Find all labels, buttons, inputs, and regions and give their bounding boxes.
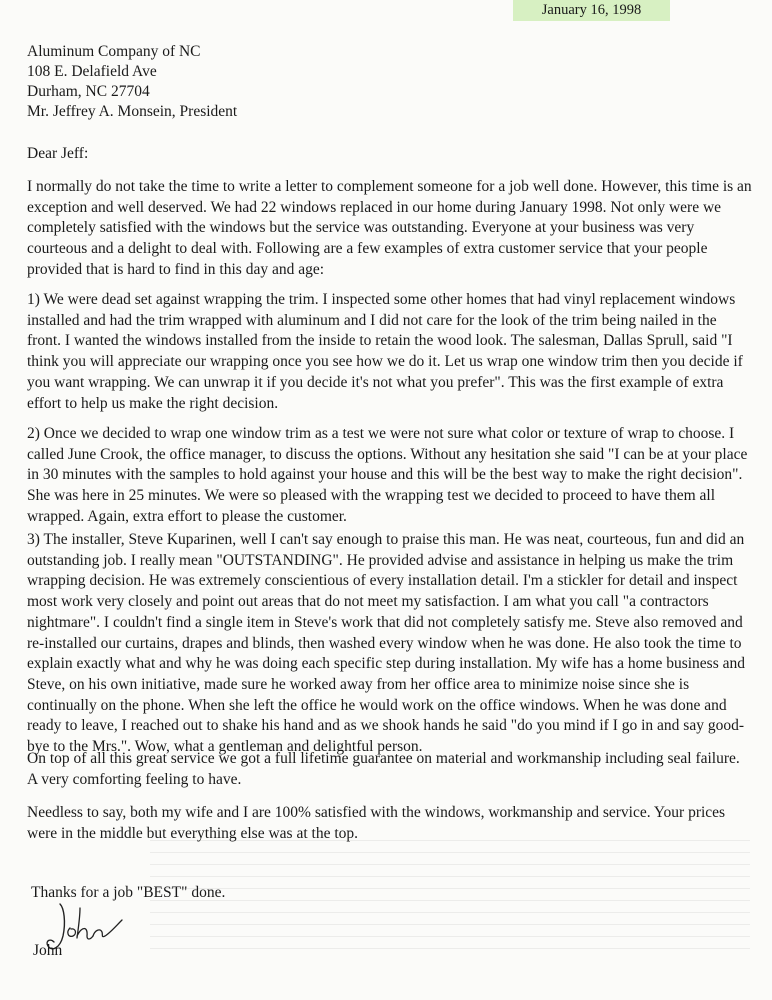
address-line-city: Durham, NC 27704 [27,83,150,100]
body-paragraph-example-2: 2) Once we decided to wrap one window trim as a test we were not sure what color or texture of wrap to choose. I called June Crook, the office manager, to discuss the options. Without any hesitation she said "I can be at your place in 30 minutes with the samples to hold against your house and this will be the best way to make the right decision". She was here in 25 minutes. We were so pleased with the wrapping test we decided to proceed to have them all wrapped. Again, extra effort to please the customer. [27,425,748,525]
address-line-street: 108 E. Delafield Ave [27,63,157,80]
recipient-address [27,42,237,122]
body-paragraph-example-3: 3) The installer, Steve Kuparinen, well I can't say enough to praise this man. He was neat, courteous, fun and did an outstanding job. I really mean "OUTSTANDING". He provided advise and assistance in helping us make the trim wrapping decision. He was extremely conscientious of every installation detail. I'm a stickler for detail and inspect most work very closely and point out areas that do not meet my satisfaction. I am what you call "a contractors nightmare". I couldn't find a single item in Steve's work that did not completely satisfy me. Steve also removed and re-installed our curtains, drapes and blinds, then washed every window when he was done. He also took the time to explain exactly what and why he was doing each specific step during installation. My wife has a home business and Steve, on his own initiative, made sure he worked away from her office area to minimize noise since she is continually on the phone. When she left the office he would work on the office windows. When he was done and ready to leave, I reached out to shake his hand and as we shook hands he said "do you mind if I go in and say good-bye to the Mrs.". Wow, what a gentleman and delightful person. [27,531,745,756]
salutation: Dear Jeff: [27,145,89,162]
body-paragraph-guarantee: On top of all this great service we got a full lifetime guarantee on material and workmanship including seal failure. A very comforting feeling to have. [27,750,740,788]
body-paragraph-conclusion: Needless to say, both my wife and I are 100% satisfied with the windows, workmanship and service. Your prices were in the middle but everything else was at the top. [27,804,726,842]
closing-line: Thanks for a job "BEST" done. [31,884,226,901]
address-line-company: Aluminum Company of NC [27,43,201,60]
reverse-side-bleed-through [150,840,750,950]
body-paragraph-example-1: 1) We were dead set against wrapping the trim. I inspected some other homes that had vinyl replacement windows installed and had the trim wrapped with aluminum and I did not care for the look of the trim being nailed in the front. I wanted the windows installed from the inside to retain the wood look. The salesman, Dallas Sprull, said "I think you will appreciate our wrapping once you see how we do it. Let us wrap one window trim then you decide if you want wrapping. We can unwrap it if you decide it's not what you prefer". This was the first example of extra effort to help us make the right decision. [27,291,743,412]
address-line-attention: Mr. Jeffrey A. Monsein, President [27,103,238,120]
body-paragraph-intro: I normally do not take the time to write a letter to complement someone for a job well done. However, this time is an exception and well deserved. We had 22 windows replaced in our home during January 1998. Not only were we completely satisfied with the windows but the service was outstanding. Everyone at your business was very courteous and a delight to deal with. Following are a few examples of extra customer service that your people provided that is hard to find in this day and age: [27,178,752,278]
signer-name: John [33,942,63,959]
highlighted-date: January 16, 1998 [513,0,670,21]
